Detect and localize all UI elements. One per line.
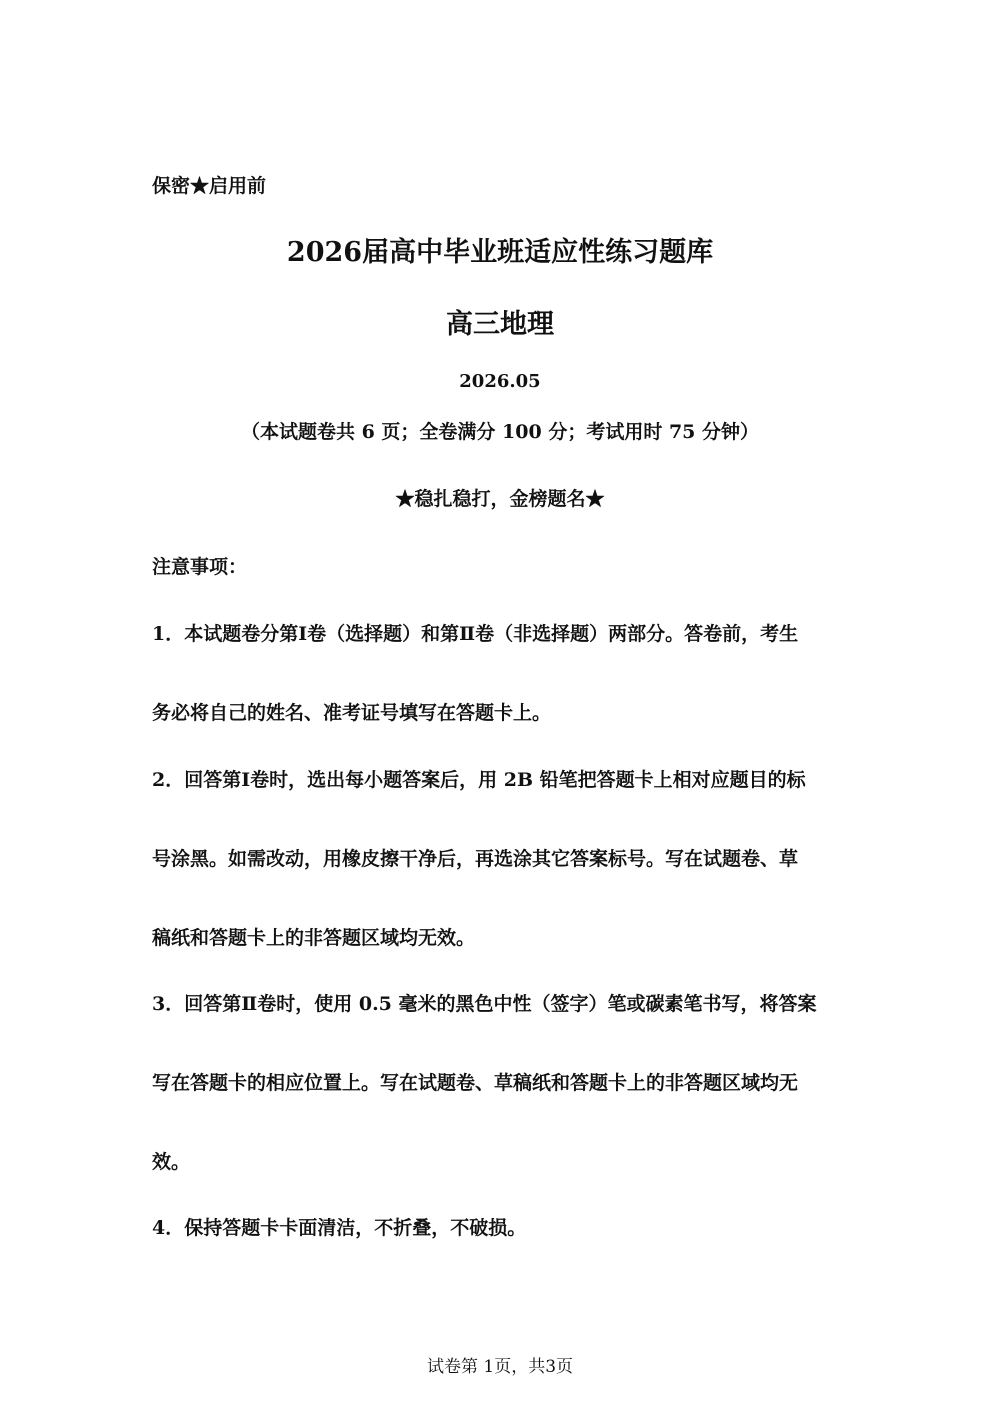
notice-line: 1．本试题卷分第Ⅰ卷（选择题）和第Ⅱ卷（非选择题）两部分。答卷前，考生: [152, 623, 799, 645]
exam-title: 2026届高中毕业班适应性练习题库: [286, 237, 714, 268]
secret-mark: 保密★启用前: [152, 175, 267, 197]
page-footer: 试卷第 1页，共3页: [426, 1357, 574, 1377]
exam-info: （本试题卷共 6 页；全卷满分 100 分；考试用时 75 分钟）: [240, 421, 759, 443]
exam-motto: ★稳扎稳打，金榜题名★: [395, 488, 605, 510]
notice-line: 务必将自己的姓名、准考证号填写在答题卡上。: [152, 702, 552, 724]
exam-subject: 高三地理: [446, 309, 554, 340]
notice-line: 号涂黑。如需改动，用橡皮擦干净后，再选涂其它答案标号。写在试题卷、草: [152, 848, 799, 870]
notice-line: 2．回答第Ⅰ卷时，选出每小题答案后，用 2B 铅笔把答题卡上相对应题目的标: [152, 769, 806, 791]
notice-line: 效。: [152, 1151, 191, 1173]
notice-line: 稿纸和答题卡上的非答题区域均无效。: [152, 927, 476, 949]
notice-line: 3．回答第Ⅱ卷时，使用 0.5 毫米的黑色中性（签字）笔或碳素笔书写，将答案: [152, 993, 817, 1015]
exam-date: 2026.05: [459, 371, 541, 392]
notice-line: 4．保持答题卡卡面清洁，不折叠，不破损。: [152, 1217, 527, 1239]
notice-heading: 注意事项：: [152, 556, 248, 578]
notice-line: 写在答题卡的相应位置上。写在试题卷、草稿纸和答题卡上的非答题区域均无: [152, 1072, 799, 1094]
